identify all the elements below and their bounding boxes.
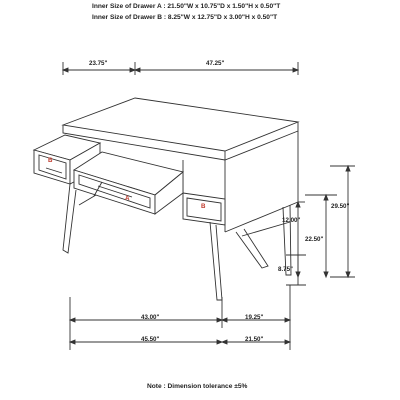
drawer-b-label-left: B (48, 157, 53, 164)
dim-bottom-leg-span: 19.25" (245, 314, 264, 321)
drawer-a-inner-size: Inner Size of Drawer A : 21.50"W x 10.75"D x 1.50"H x 0.50"T (92, 3, 281, 10)
dim-height-under-drawer: 12.00" (282, 217, 301, 224)
dim-bottom-outer-span: 45.50" (141, 336, 160, 343)
dim-stretcher-height: 8.75" (278, 266, 293, 273)
dim-bottom-depth: 21.50" (245, 336, 264, 343)
drawer-b-inner-size: Inner Size of Drawer B : 8.25"W x 12.75"D x 3.00"H x 0.50"T (92, 14, 278, 21)
desk-legs (63, 182, 291, 300)
drawer-a-label: A (125, 195, 130, 202)
dim-height-total: 29.50" (331, 203, 350, 210)
dim-bottom-inner-span: 43.00" (141, 314, 160, 321)
dim-top-left: 23.75" (89, 60, 108, 67)
height-dimension-lines (286, 166, 355, 285)
drawer-b-label-right: B (201, 203, 206, 210)
dim-top-right: 47.25" (206, 60, 225, 67)
center-drawer-a (74, 152, 183, 214)
tolerance-note: Note : Dimension tolerance ±5% (147, 383, 248, 390)
dim-height-under-top: 22.50" (305, 236, 324, 243)
